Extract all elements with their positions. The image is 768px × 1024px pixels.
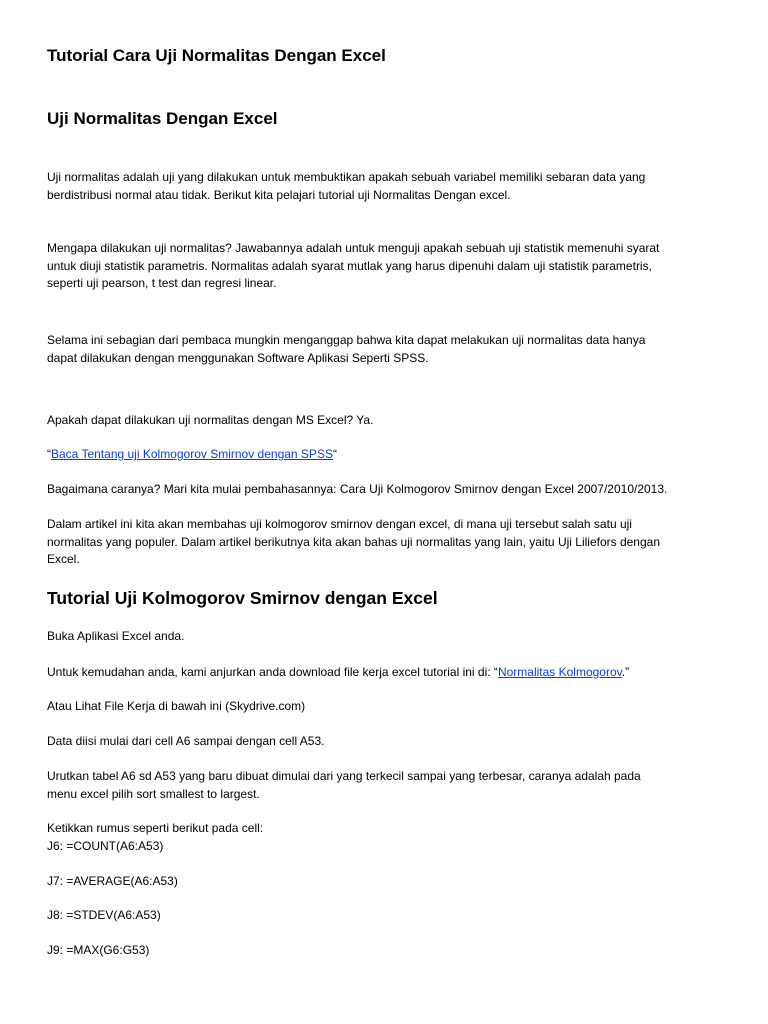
paragraph-skydrive: Atau Lihat File Kerja di bawah ini (Skydrive.com): [47, 699, 306, 713]
download-prefix: Untuk kemudahan anda, kami anjurkan anda download file kerja excel tutorial ini di: “: [47, 665, 498, 679]
paragraph-line: Urutkan tabel A6 sd A53 yang baru dibuat dimulai dari yang terkecil sampai yang terbesar, caranya adalah pada: [47, 769, 641, 783]
paragraph-bagaimana: Bagaimana caranya? Mari kita mulai pembahasannya: Cara Uji Kolmogorov Smirnov dengan Excel 2007/2010/2013.: [47, 482, 668, 496]
paragraph-ketikkan-rumus: [47, 820, 723, 855]
formula-j7: J7: =AVERAGE(A6:A53): [47, 874, 178, 888]
paragraph-line: untuk diuji statistik parametris. Normalitas adalah syarat mutlak yang harus dipenuhi dalam uji statistik parametris,: [47, 258, 652, 273]
paragraph-artikel: [47, 516, 723, 569]
paragraph-download: [47, 664, 723, 682]
paragraph-line: normalitas yang populer. Dalam artikel berikutnya kita akan bahas uji normalitas yang lain, yaitu Uji Liliefors dengan: [47, 534, 660, 549]
paragraph-line: menu excel pilih sort smallest to largest.: [47, 786, 260, 801]
paragraph-line: berdistribusi normal atau tidak. Berikut kita pelajari tutorial uji Normalitas Dengan excel.: [47, 187, 511, 202]
quote-open: “: [47, 447, 51, 461]
paragraph-why: [47, 240, 723, 293]
formula-j6: J6: =COUNT(A6:A53): [47, 838, 164, 853]
heading-uji-normalitas: Uji Normalitas Dengan Excel: [47, 109, 278, 128]
paragraph-line: Mengapa dilakukan uji normalitas? Jawabannya adalah untuk menguji apakah sebuah uji statistik memenuhi syarat: [47, 241, 660, 255]
quote-close: “: [332, 447, 337, 461]
paragraph-line: Uji normalitas adalah uji yang dilakukan untuk membuktikan apakah sebuah variabel memiliki sebaran data yang: [47, 170, 646, 184]
paragraph-line: seperti uji pearson, t test dan regresi linear.: [47, 276, 277, 290]
link-baca-tentang-ks-spss[interactable]: Baca Tentang uji Kolmogorov Smirnov dengan SPSS: [51, 447, 333, 461]
heading-tutorial-ks-excel: Tutorial Uji Kolmogorov Smirnov dengan Excel: [47, 588, 438, 608]
paragraph-spss: [47, 332, 723, 367]
paragraph-link-spss: [47, 446, 723, 464]
paragraph-urutkan: [47, 768, 723, 803]
paragraph-line: dapat dilakukan dengan menggunakan Software Aplikasi Seperti SPSS.: [47, 350, 429, 365]
paragraph-line: Dalam artikel ini kita akan membahas uji kolmogorov smirnov dengan excel, di mana uji tersebut salah satu uji: [47, 517, 632, 531]
download-suffix: .”: [621, 665, 630, 679]
paragraph-data-diisi: Data diisi mulai dari cell A6 sampai dengan cell A53.: [47, 734, 325, 748]
link-normalitas-kolmogorov[interactable]: Normalitas Kolmogorov: [497, 665, 622, 679]
paragraph-ms-excel: Apakah dapat dilakukan uji normalitas dengan MS Excel? Ya.: [47, 413, 374, 427]
paragraph-line: Excel.: [47, 552, 80, 566]
paragraph-intro: [47, 169, 723, 204]
document-title: Tutorial Cara Uji Normalitas Dengan Excel: [47, 46, 386, 65]
formula-j8: J8: =STDEV(A6:A53): [47, 908, 161, 922]
formula-j9: J9: =MAX(G6:G53): [47, 943, 150, 957]
paragraph-line: Selama ini sebagian dari pembaca mungkin menganggap bahwa kita dapat melakukan uji normalitas data hanya: [47, 333, 646, 347]
paragraph-line: Ketikkan rumus seperti berikut pada cell:: [47, 821, 264, 835]
paragraph-buka-excel: Buka Aplikasi Excel anda.: [47, 629, 185, 643]
